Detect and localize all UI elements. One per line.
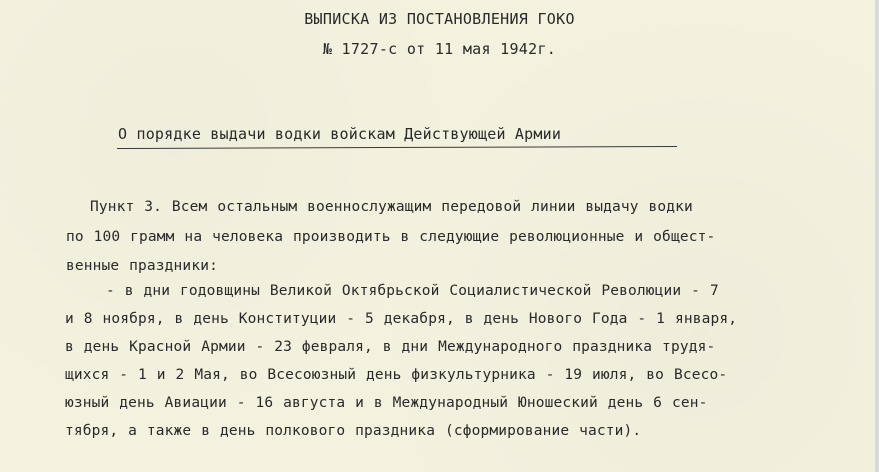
title-underline — [117, 146, 677, 149]
body-line: - в дни годовщины Великой Октябрьской Социалистической Революции - 7 — [106, 283, 719, 299]
body-line: Пункт 3. Всем остальным военнослужащим передовой линии выдачу водки — [90, 199, 693, 215]
body-line: в день Красной Армии - 23 февраля, в дни Международного праздника трудя- — [65, 339, 716, 355]
body-line: венные праздники: — [66, 258, 218, 274]
body-line: по 100 грамм на человека производить в следующие революционные и общест- — [66, 229, 716, 245]
document-number: № 1727-с от 11 мая 1942г. — [322, 40, 557, 58]
document-header: ВЫПИСКА ИЗ ПОСТАНОВЛЕНИЯ ГОКО — [304, 10, 575, 28]
document-title: О порядке выдачи водки войскам Действующей Армии — [118, 125, 562, 143]
body-line: щихся - 1 и 2 Мая, во Всесоюзный день физкультурника - 19 июля, во Всесо- — [65, 367, 728, 383]
body-line: тября, а также в день полкового праздника (сформирование части). — [65, 423, 642, 439]
body-line: юзный день Авиации - 16 августа и в Международный Юношеский день 6 сен- — [65, 395, 708, 411]
body-line: и 8 ноября, в день Конституции - 5 декабря, в день Нового Года - 1 января, — [65, 311, 738, 327]
